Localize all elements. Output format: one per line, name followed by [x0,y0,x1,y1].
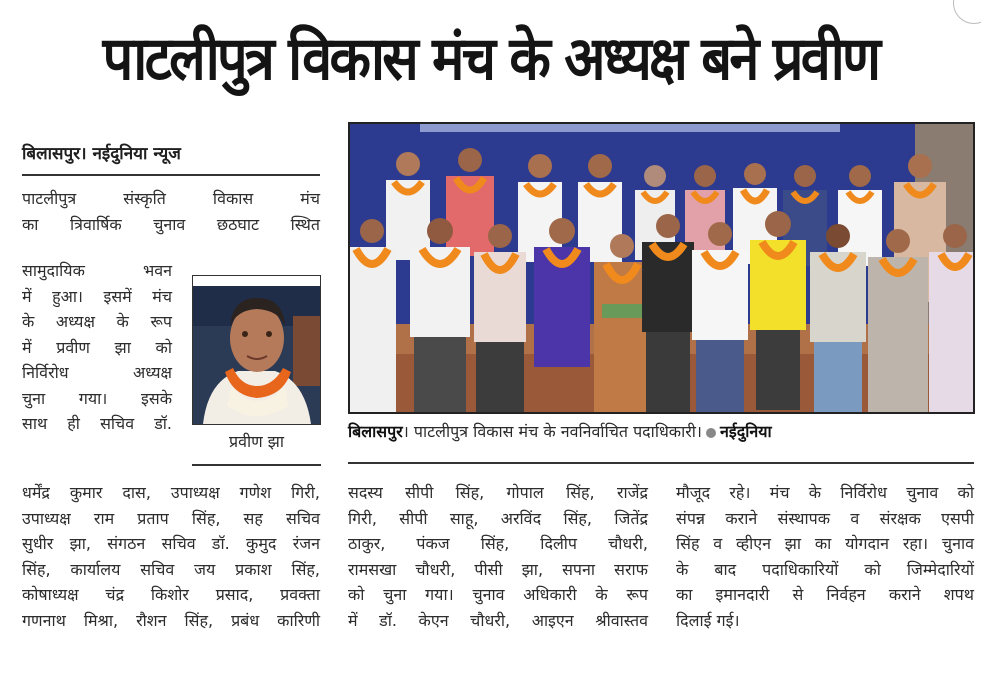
caption-credit: नईदुनिया [720,422,772,441]
text-line: के अध्यक्ष के रूप [22,312,172,331]
text-line: का त्रिवार्षिक चुनाव छठघाट स्थित [22,214,320,234]
lead-paragraph-top [22,186,320,237]
text-line: में डॉ. केएन चौधरी, आइएन श्रीवास्तव [348,610,648,630]
text-line: कोषाध्यक्ष चंद्र किशोर प्रसाद, प्रवक्ता [22,585,320,604]
lead-paragraph-left [22,258,172,437]
text-line: सुधीर झा, संगठन सचिव डॉ. कुमुद रंजन [22,534,320,553]
dateline-rule [22,174,320,176]
text-line: निर्विरोध अध्यक्ष [22,363,172,382]
text-line: सामुदायिक भवन [22,261,172,280]
text-line: साथ ही सचिव डॉ. [22,414,172,433]
text-line: दिलाई गई। [676,610,740,630]
corner-decoration [953,0,981,24]
group-photo-caption [348,420,978,442]
text-line: संपन्न कराने संस्थापक व संरक्षक एसपी [676,508,974,528]
body-column-1 [22,480,320,633]
text-line: सिंह व व्हीएन झा का योगदान रहा। चुनाव [676,534,974,553]
text-line: को चुना गया। चुनाव अधिकारी के रूप [348,585,648,604]
caption-rule [348,462,974,464]
text-line: में प्रवीण झा को [22,337,172,357]
inset-portrait-photo [192,275,321,425]
bullet-icon [706,428,716,438]
text-line: चुना गया। इसके [22,388,172,408]
group-photo [348,122,975,414]
text-line: ठाकुर, पंकज सिंह, दिलीप चौधरी, [348,534,648,553]
text-line: के बाद पदाधिकारियों को जिम्मेदारियों [676,559,974,579]
caption-place: बिलासपुर [348,422,403,441]
text-line: मौजूद रहे। मंच के निर्विरोध चुनाव को [676,483,974,502]
text-line: पाटलीपुत्र संस्कृति विकास मंच [22,189,320,208]
text-line: गिरी, सीपी साहू, अरविंद सिंह, जितेंद्र [348,508,648,528]
text-line: उपाध्यक्ष राम प्रताप सिंह, सह सचिव [22,508,320,528]
body-column-2 [348,480,648,633]
headline: पाटलीपुत्र विकास मंच के अध्यक्ष बने प्रवीण [102,24,879,94]
text-line: सदस्य सीपी सिंह, गोपाल सिंह, राजेंद्र [348,483,648,502]
text-line: में हुआ। इसमें मंच [22,286,172,306]
text-line: रामसखा चौधरी, पीसी झा, सपना सराफ [348,559,648,579]
inset-photo-caption: प्रवीण झा [228,432,285,451]
text-line: का इमानदारी से निर्वहन कराने शपथ [676,585,974,604]
caption-text: । पाटलीपुत्र विकास मंच के नवनिर्वाचित पदाधिकारी। [402,422,702,441]
text-line: सिंह, कार्यालय सचिव जय प्रकाश सिंह, [22,559,320,579]
body-column-3 [676,480,974,633]
text-line: धर्मेंद्र कुमार दास, उपाध्यक्ष गणेश गिरी, [22,483,320,502]
text-line: गणनाथ मिश्रा, रौशन सिंह, प्रबंध कारिणी [22,610,320,630]
inset-rule [192,464,321,466]
dateline: बिलासपुर। नईदुनिया न्यूज [22,144,181,164]
